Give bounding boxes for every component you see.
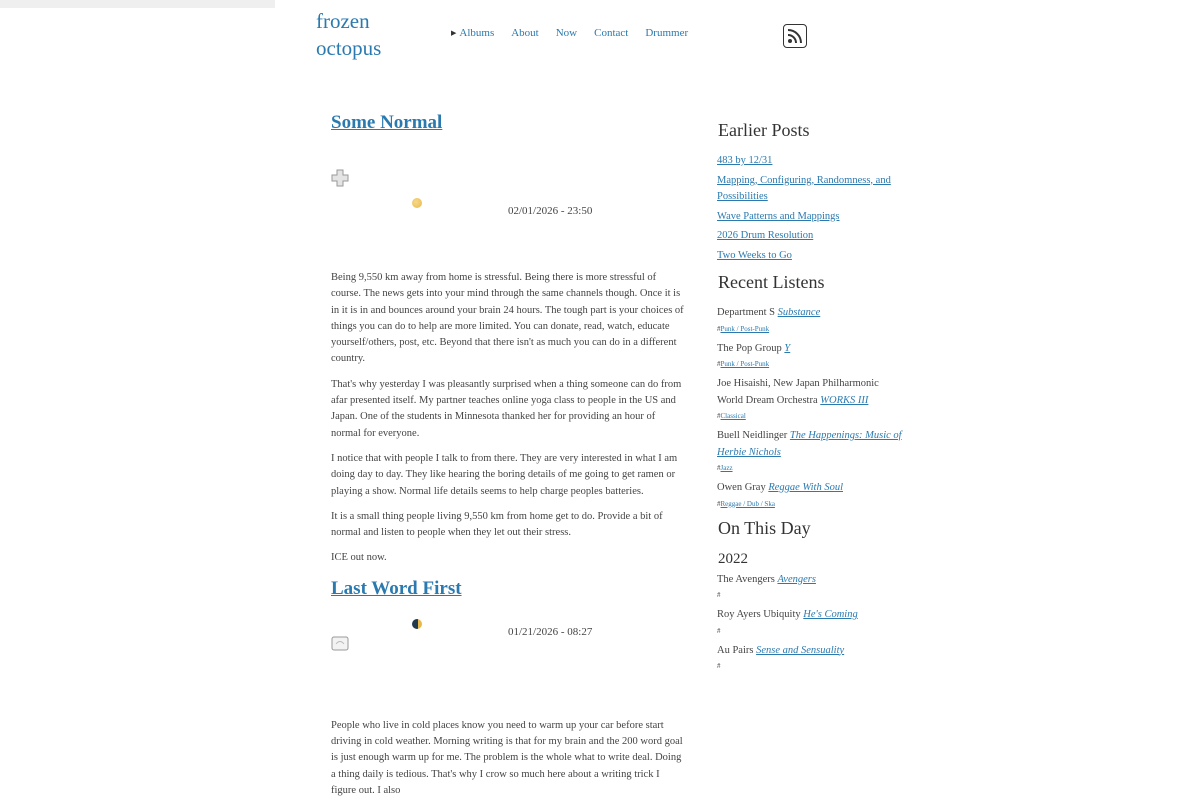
- caret-right-icon: ▶: [451, 29, 457, 37]
- post-title: [331, 576, 684, 602]
- listen-album-link[interactable]: WORKS III: [820, 394, 869, 406]
- genre-tag: #Jazz: [717, 464, 733, 472]
- earlier-post-link[interactable]: Two Weeks to Go: [717, 249, 792, 261]
- on-this-day-heading: On This Day: [718, 517, 811, 538]
- tile-icon: [331, 634, 349, 652]
- recent-listens-list: [717, 305, 907, 510]
- listen-artist: Au Pairs: [717, 644, 754, 656]
- list-item: [717, 607, 907, 637]
- genre-tag: #Punk / Post-Punk: [717, 324, 770, 333]
- listen-album-link[interactable]: He's Coming: [803, 609, 858, 620]
- nav-drummer[interactable]: Drummer: [645, 27, 689, 39]
- post-paragraph: I notice that with people I talk to from there. They are very interested in what I am doing day to day. They like hearing the boring details of me going to get ramen or playing a show. Normal life details seems to help charge peoples batteries.: [331, 452, 678, 497]
- post-body: [331, 718, 684, 799]
- sidebar: [717, 118, 907, 678]
- list-item: [717, 153, 907, 170]
- listen-album-link[interactable]: Substance: [777, 307, 821, 318]
- post: [331, 576, 684, 799]
- listen-album-link[interactable]: Sense and Sensuality: [756, 644, 845, 656]
- site-title-line1: frozen: [316, 9, 370, 33]
- post-title: [331, 110, 684, 136]
- list-item: [717, 209, 907, 226]
- nav-now[interactable]: Now: [555, 27, 578, 39]
- year-heading: 2022: [718, 550, 748, 567]
- post-paragraph: It is a small thing people living 9,550 km from home get to do. Provide a bit of normal and listen to people when they let out their stress.: [331, 510, 663, 539]
- main-nav: [451, 27, 705, 39]
- on-this-day-list: [717, 572, 907, 673]
- earlier-posts-list: [717, 153, 907, 264]
- post-meta: [331, 155, 684, 225]
- genre-tag: #Reggae / Dub / Ska: [717, 499, 775, 508]
- nav-about[interactable]: About: [511, 27, 539, 39]
- cross-tile-icon: [331, 169, 349, 187]
- post-title-link[interactable]: Some Normal: [331, 112, 443, 133]
- earlier-post-link[interactable]: 483 by 12/31: [717, 155, 773, 166]
- genre-tag: #Punk / Post-Punk: [717, 360, 770, 368]
- genre-tag-link[interactable]: Punk / Post-Punk: [720, 324, 770, 333]
- post-paragraph: ICE out now.: [331, 552, 387, 564]
- post-date: 01/21/2026 - 08:27: [508, 625, 593, 638]
- listen-artist: Roy Ayers Ubiquity: [717, 609, 801, 620]
- listen-artist: The Avengers: [717, 573, 775, 585]
- listen-album-link[interactable]: Reggae With Soul: [768, 482, 843, 493]
- listen-album-link[interactable]: The Happenings: Music of Herbie Nichols: [717, 430, 902, 458]
- genre-tag-link[interactable]: Jazz: [720, 464, 733, 472]
- nav-albums[interactable]: Albums: [459, 27, 495, 39]
- list-item: [717, 173, 907, 206]
- earlier-post-link[interactable]: Mapping, Configuring, Randomness, and Possibilities: [717, 174, 891, 202]
- genre-tag: #: [717, 591, 721, 599]
- listen-artist: The Pop Group: [717, 342, 782, 354]
- moon-phase-icon: [412, 198, 422, 208]
- list-item: [717, 572, 907, 602]
- post-body: [331, 270, 684, 567]
- list-item: [717, 305, 907, 335]
- nav-contact[interactable]: Contact: [594, 27, 629, 39]
- list-item: [717, 428, 907, 474]
- list-item: [717, 643, 907, 673]
- listen-artist: Buell Neidlinger: [717, 430, 788, 441]
- list-item: [717, 228, 907, 245]
- genre-tag: #: [717, 662, 721, 670]
- list-item: [717, 480, 907, 510]
- list-item: [717, 248, 907, 265]
- post-meta: [331, 621, 684, 691]
- genre-tag-link[interactable]: Classical: [720, 412, 746, 420]
- genre-tag: #Classical: [717, 412, 746, 420]
- moon-phase-icon: [412, 619, 422, 629]
- list-item: [717, 341, 907, 371]
- post: [331, 110, 684, 567]
- post-title-link[interactable]: Last Word First: [331, 577, 462, 599]
- earlier-post-link[interactable]: 2026 Drum Resolution: [717, 230, 814, 241]
- top-strip: [0, 0, 275, 8]
- list-item: [717, 376, 907, 422]
- listen-artist: Joe Hisaishi, New Japan Philharmonic World Dream Orchestra: [717, 378, 879, 406]
- site-title-line2: octopus: [316, 36, 382, 60]
- earlier-posts-heading: Earlier Posts: [718, 120, 810, 140]
- site-logo[interactable]: [316, 8, 381, 62]
- post-date: 02/01/2026 - 23:50: [508, 205, 593, 217]
- listen-artist: Owen Gray: [717, 482, 766, 493]
- main-content: [331, 110, 684, 808]
- listen-artist: Department S: [717, 307, 776, 318]
- post-paragraph: That's why yesterday I was pleasantly surprised when a thing someone can do from afar presented itself. My partner teaches online yoga class to people in the US and Japan. One of the students in Minnesota thanked her for providing an hour of normal for everyone.: [331, 378, 682, 439]
- listen-album-link[interactable]: Avengers: [777, 573, 816, 585]
- post-paragraph: People who live in cold places know you need to warm up your car before start driving in cold weather. Morning writing is that for my brain and the 200 word goal is just enough warm up for me. The problem is the whole what to write deal. Doing a thing daily is tedious. That's why I crow so much here about a writing trick I figure out. I also: [331, 719, 683, 796]
- rss-icon[interactable]: [783, 24, 807, 48]
- genre-tag: #: [717, 626, 721, 635]
- post-paragraph: Being 9,550 km away from home is stressful. Being there is more stressful of course. The news gets into your mind through the same channels though. Once it is in it is in and bounces around your brain 24 hours. The tough part is your choices of things you can do to help are more limited. You can donate, read, watch, educate yourself/others, post, etc. Beyond that there isn't as much you can do in a different country.: [331, 272, 684, 365]
- earlier-post-link[interactable]: Wave Patterns and Mappings: [717, 210, 840, 222]
- genre-tag-link[interactable]: Punk / Post-Punk: [720, 360, 770, 368]
- recent-listens-heading: Recent Listens: [718, 272, 825, 292]
- listen-album-link[interactable]: Y: [784, 342, 791, 354]
- genre-tag-link[interactable]: Reggae / Dub / Ska: [720, 499, 775, 508]
